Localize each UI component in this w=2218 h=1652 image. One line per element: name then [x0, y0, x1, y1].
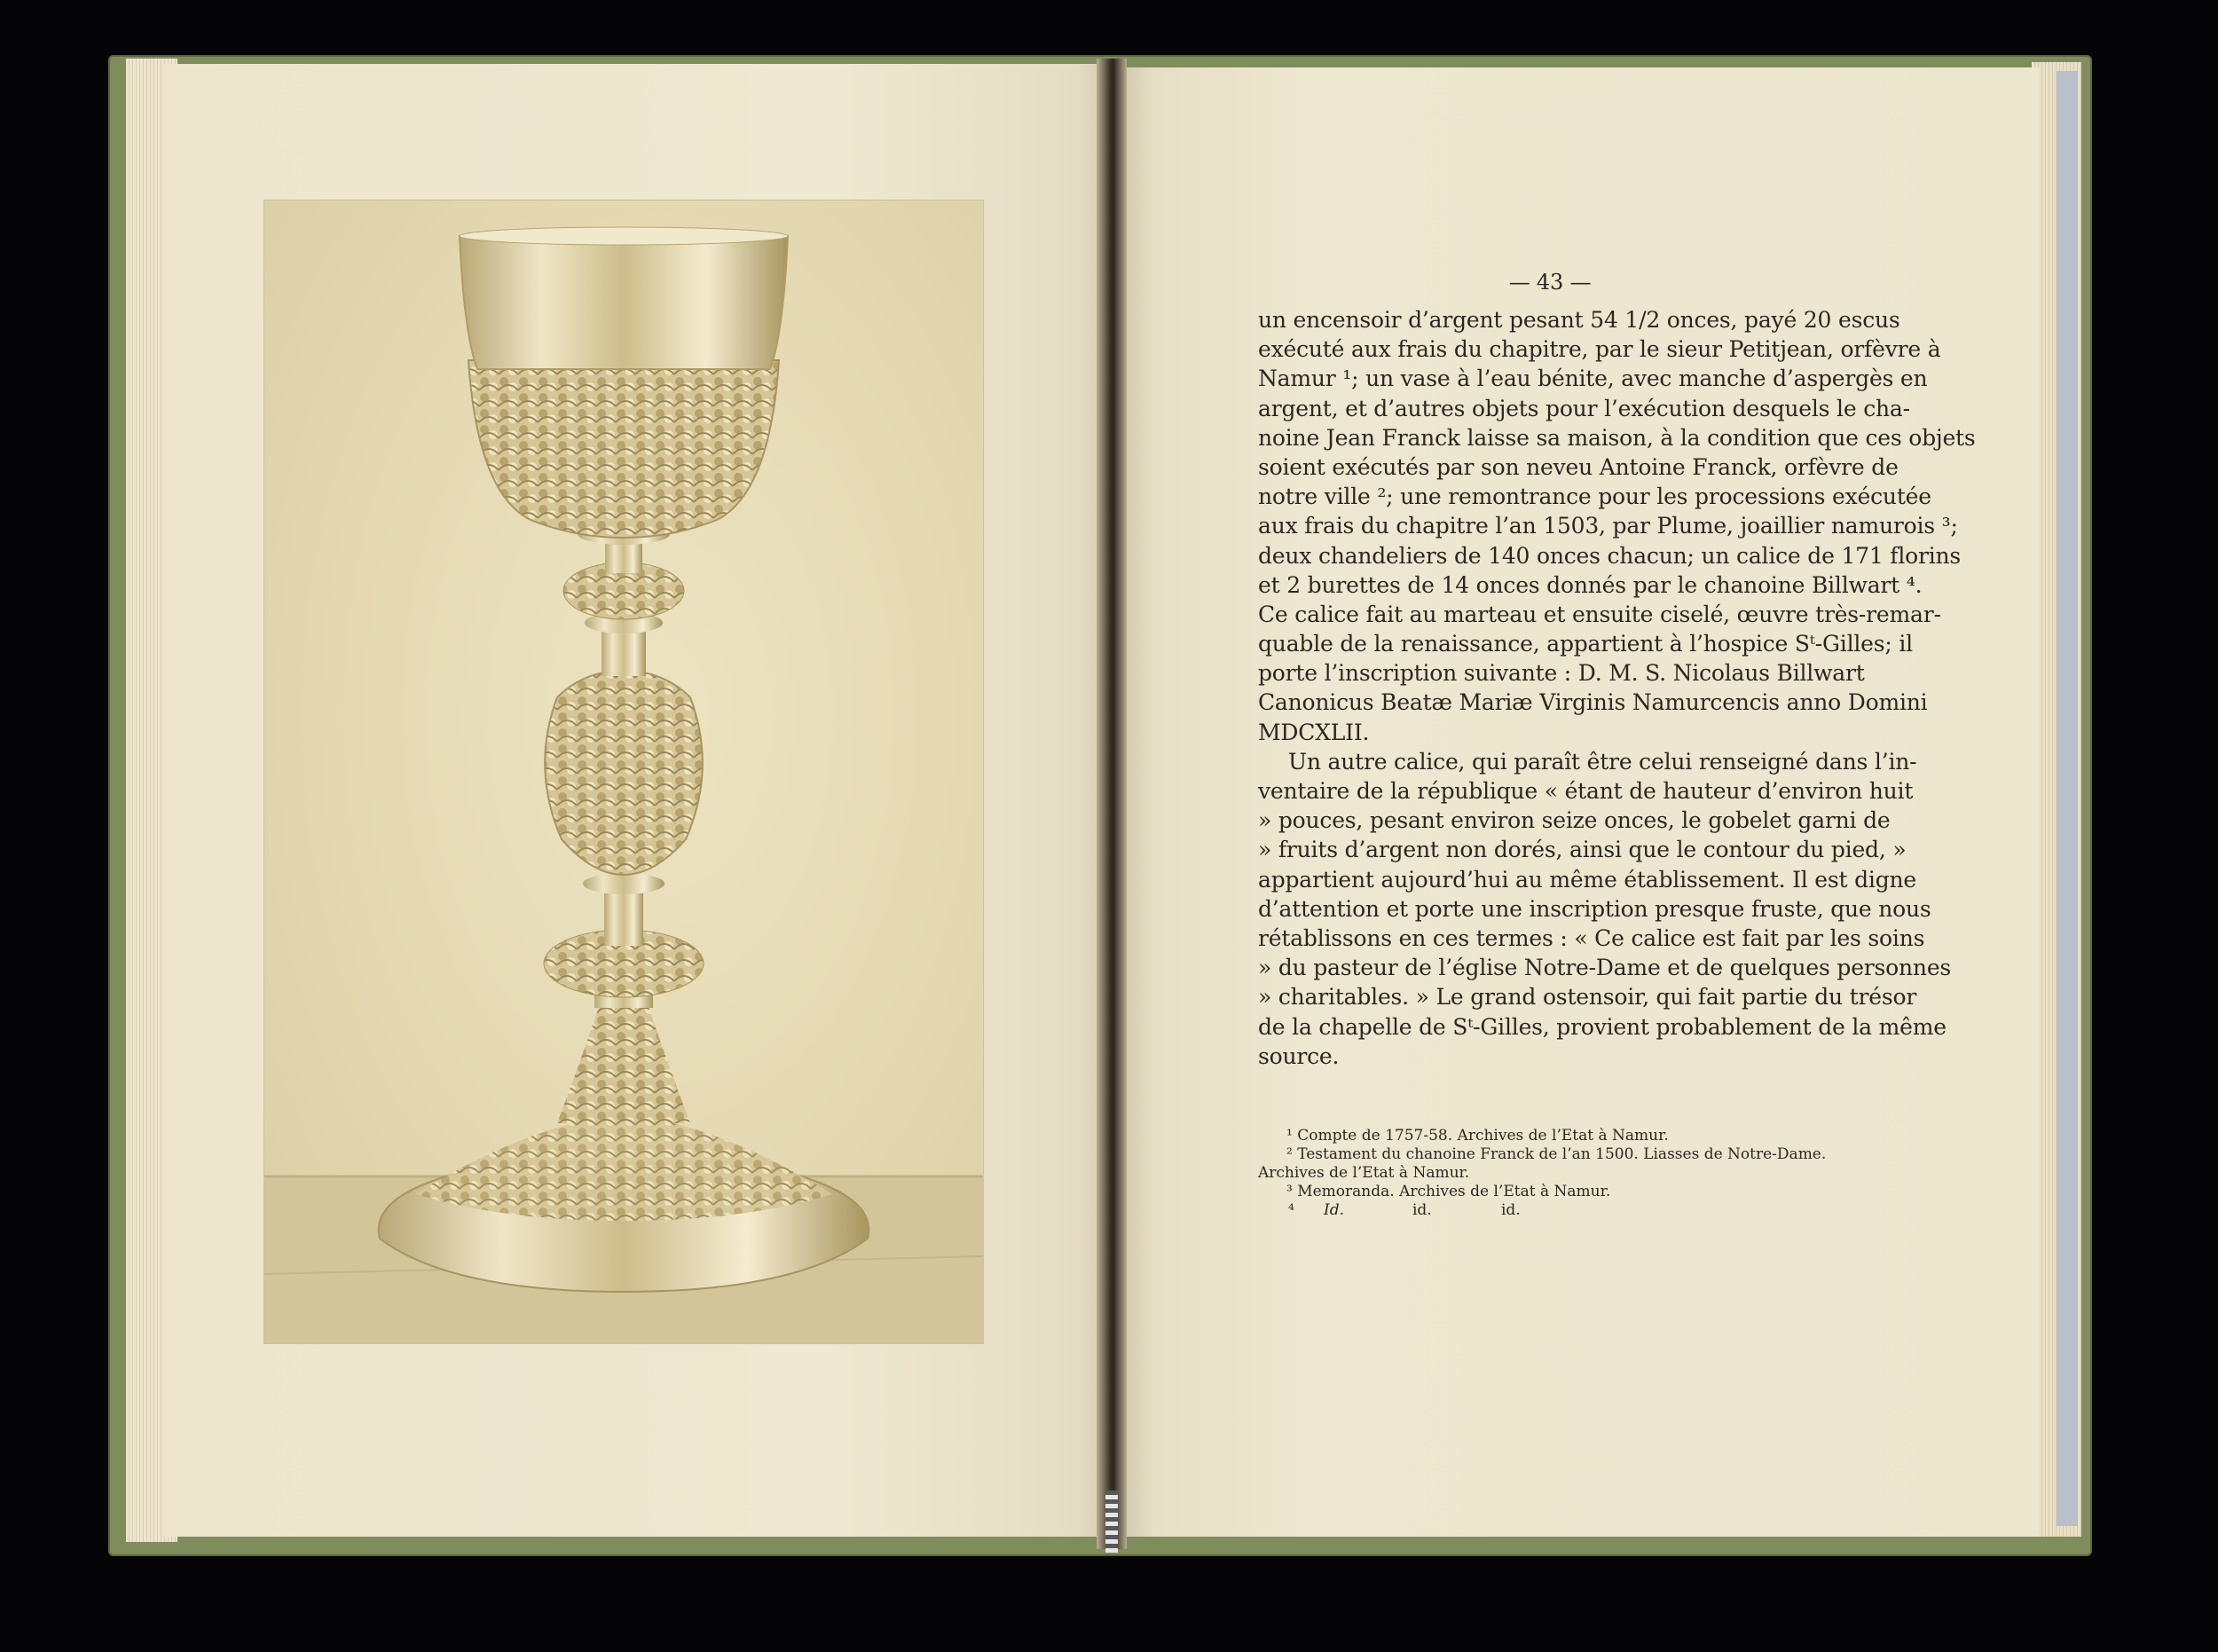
text-line: Canonicus Beatæ Mariæ Virginis Namurcencis anno Domini: [1258, 689, 1928, 716]
chalice-illustration: [264, 201, 983, 1343]
text-line: MDCXLII.: [1258, 719, 1370, 745]
footnote-2: ² Testament du chanoine Franck de l’an 1500. Liasses de Notre-Dame.: [1286, 1145, 1827, 1163]
chalice-photograph: [264, 201, 983, 1343]
chalice-knop: [545, 671, 703, 875]
text-line: appartient aujourd’hui au même établissement. Il est digne: [1258, 866, 1917, 893]
text-line: d’attention et porte une inscription presque fruste, que nous: [1258, 895, 1931, 922]
text-line: » pouces, pesant environ seize onces, le gobelet garni de: [1258, 807, 1891, 834]
right-edge-strip: [2057, 71, 2078, 1526]
text-line: » charitables. » Le grand ostensoir, qui fait partie du trésor: [1258, 984, 1917, 1011]
footnote-4-id: Id.: [1324, 1201, 1345, 1219]
text-line: » du pasteur de l’église Notre-Dame et de quelques personnes: [1258, 955, 1952, 981]
page-text: [1258, 270, 1976, 1071]
text-line: Namur ¹; un vase à l’eau bénite, avec manche d’aspergès en: [1258, 366, 1928, 392]
text-line: source.: [1258, 1042, 1340, 1069]
text-line: Un autre calice, qui paraît être celui renseigné dans l’in-: [1288, 748, 1917, 775]
text-line: noine Jean Franck laisse sa maison, à la condition que ces objets: [1258, 424, 1976, 451]
text-line: argent, et d’autres objets pour l’exécution desquels le cha-: [1258, 395, 1910, 421]
footnote-3: ³ Memoranda. Archives de l’Etat à Namur.: [1286, 1183, 1611, 1200]
footnote-1: ¹ Compte de 1757-58. Archives de l’Etat à Namur.: [1286, 1127, 1669, 1145]
text-line: et 2 burettes de 14 onces donnés par le chanoine Billwart ⁴.: [1258, 571, 1923, 598]
text-line: de la chapelle de Sᵗ-Gilles, provient probablement de la même: [1258, 1013, 1947, 1040]
text-line: aux frais du chapitre l’an 1503, par Plume, joaillier namurois ³;: [1258, 513, 1958, 539]
text-line: quable de la renaissance, appartient à l’hospice Sᵗ-Gilles; il: [1258, 631, 1913, 657]
page-number: — 43 —: [1508, 270, 1592, 295]
text-line: notre ville ²; une remontrance pour les processions exécutée: [1258, 484, 1931, 510]
text-line: deux chandeliers de 140 onces chacun; un calice de 171 florins: [1258, 542, 1962, 569]
text-line: rétablissons en ces termes : « Ce calice est fait par les soins: [1258, 924, 1925, 951]
text-line: » fruits d’argent non dorés, ainsi que le contour du pied, »: [1258, 837, 1907, 863]
footnote-4-number: ⁴: [1288, 1201, 1294, 1219]
book-gutter: [1097, 59, 1127, 1549]
chalice-cup: [460, 236, 788, 369]
binding-thread: [1105, 1491, 1118, 1553]
footnote-4-id-2: id.: [1412, 1201, 1432, 1219]
footnote-2-continued: Archives de l’Etat à Namur.: [1258, 1164, 1470, 1182]
text-line: ventaire de la république « étant de hauteur d’environ huit: [1258, 778, 1914, 804]
text-line: exécuté aux frais du chapitre, par le sieur Petitjean, orfèvre à: [1258, 336, 1941, 363]
footnote-4: [1258, 1201, 1815, 1220]
text-line: Ce calice fait au marteau et ensuite ciselé, œuvre très-remar-: [1258, 601, 1941, 627]
text-line: un encensoir d’argent pesant 54 1/2 onces, payé 20 escus: [1258, 307, 1900, 333]
text-line: soient exécutés par son neveu Antoine Franck, orfèvre de: [1258, 453, 1899, 480]
footnote-4-id-3: id.: [1501, 1201, 1521, 1219]
text-line: porte l’inscription suivante : D. M. S. Nicolaus Billwart: [1258, 660, 1865, 687]
footnotes: [1258, 1127, 1827, 1220]
